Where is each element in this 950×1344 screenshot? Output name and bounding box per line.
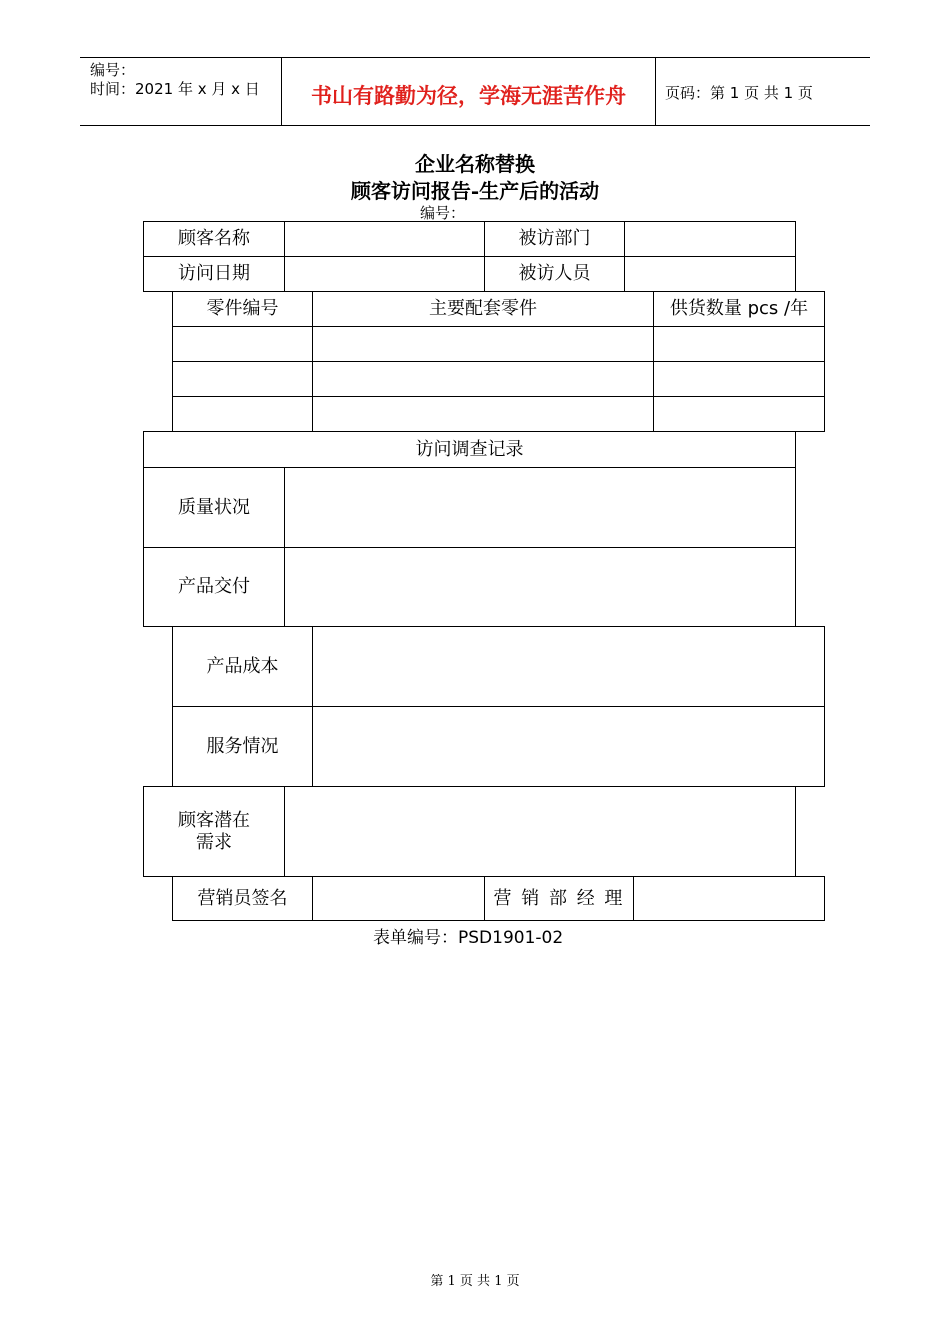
sales-manager-label: 营 销 部 经 理 <box>484 876 634 921</box>
visited-person-label: 被访人员 <box>484 256 625 292</box>
part-number-cell[interactable] <box>172 396 313 432</box>
service-status-label: 服务情况 <box>172 706 313 787</box>
supply-qty-header: 供货数量 pcs /年 <box>653 291 825 327</box>
supply-qty-cell[interactable] <box>653 326 825 362</box>
customer-name-label: 顾客名称 <box>143 221 285 257</box>
header-bottom-rule <box>80 125 870 126</box>
potential-needs-field[interactable] <box>284 786 796 877</box>
form-number: 表单编号：PSD1901-02 <box>373 928 564 948</box>
product-cost-label: 产品成本 <box>172 626 313 707</box>
company-name: 企业名称替换 <box>415 152 535 176</box>
survey-record-title: 访问调查记录 <box>143 431 796 468</box>
salesperson-signature-label: 营销员签名 <box>172 876 313 921</box>
service-status-field[interactable] <box>312 706 825 787</box>
header-page-number: 页码：第 1 页 共 1 页 <box>665 84 813 102</box>
supply-qty-cell[interactable] <box>653 361 825 397</box>
visited-dept-label: 被访部门 <box>484 221 625 257</box>
header-top-rule <box>80 57 870 58</box>
page-footer: 第 1 页 共 1 页 <box>430 1274 520 1289</box>
report-number-label: 编号： <box>420 204 466 222</box>
visited-dept-field[interactable] <box>624 221 796 257</box>
main-parts-header: 主要配套零件 <box>312 291 654 327</box>
header-motto: 书山有路勤为径，学海无涯苦作舟 <box>311 84 626 108</box>
potential-needs-label <box>143 786 285 877</box>
quality-status-label: 质量状况 <box>143 467 285 548</box>
header-time: 时间：2021 年 x 月 x 日 <box>90 80 260 98</box>
customer-name-field[interactable] <box>284 221 485 257</box>
product-cost-field[interactable] <box>312 626 825 707</box>
part-number-cell[interactable] <box>172 361 313 397</box>
quality-status-field[interactable] <box>284 467 796 548</box>
product-delivery-field[interactable] <box>284 547 796 627</box>
supply-qty-cell[interactable] <box>653 396 825 432</box>
main-parts-cell[interactable] <box>312 326 654 362</box>
main-parts-cell[interactable] <box>312 396 654 432</box>
report-title: 顾客访问报告-生产后的活动 <box>350 179 600 203</box>
visit-date-field[interactable] <box>284 256 485 292</box>
sales-manager-field[interactable] <box>633 876 825 921</box>
visit-date-label: 访问日期 <box>143 256 285 292</box>
main-parts-cell[interactable] <box>312 361 654 397</box>
part-number-header: 零件编号 <box>172 291 313 327</box>
part-number-cell[interactable] <box>172 326 313 362</box>
header-divider-right <box>655 57 656 126</box>
potential-needs-label-line1: 顾客潜在 <box>178 809 250 831</box>
header-doc-number: 编号： <box>90 61 136 79</box>
salesperson-signature-field[interactable] <box>312 876 485 921</box>
product-delivery-label: 产品交付 <box>143 547 285 627</box>
visited-person-field[interactable] <box>624 256 796 292</box>
potential-needs-label-line2: 需求 <box>196 831 232 853</box>
